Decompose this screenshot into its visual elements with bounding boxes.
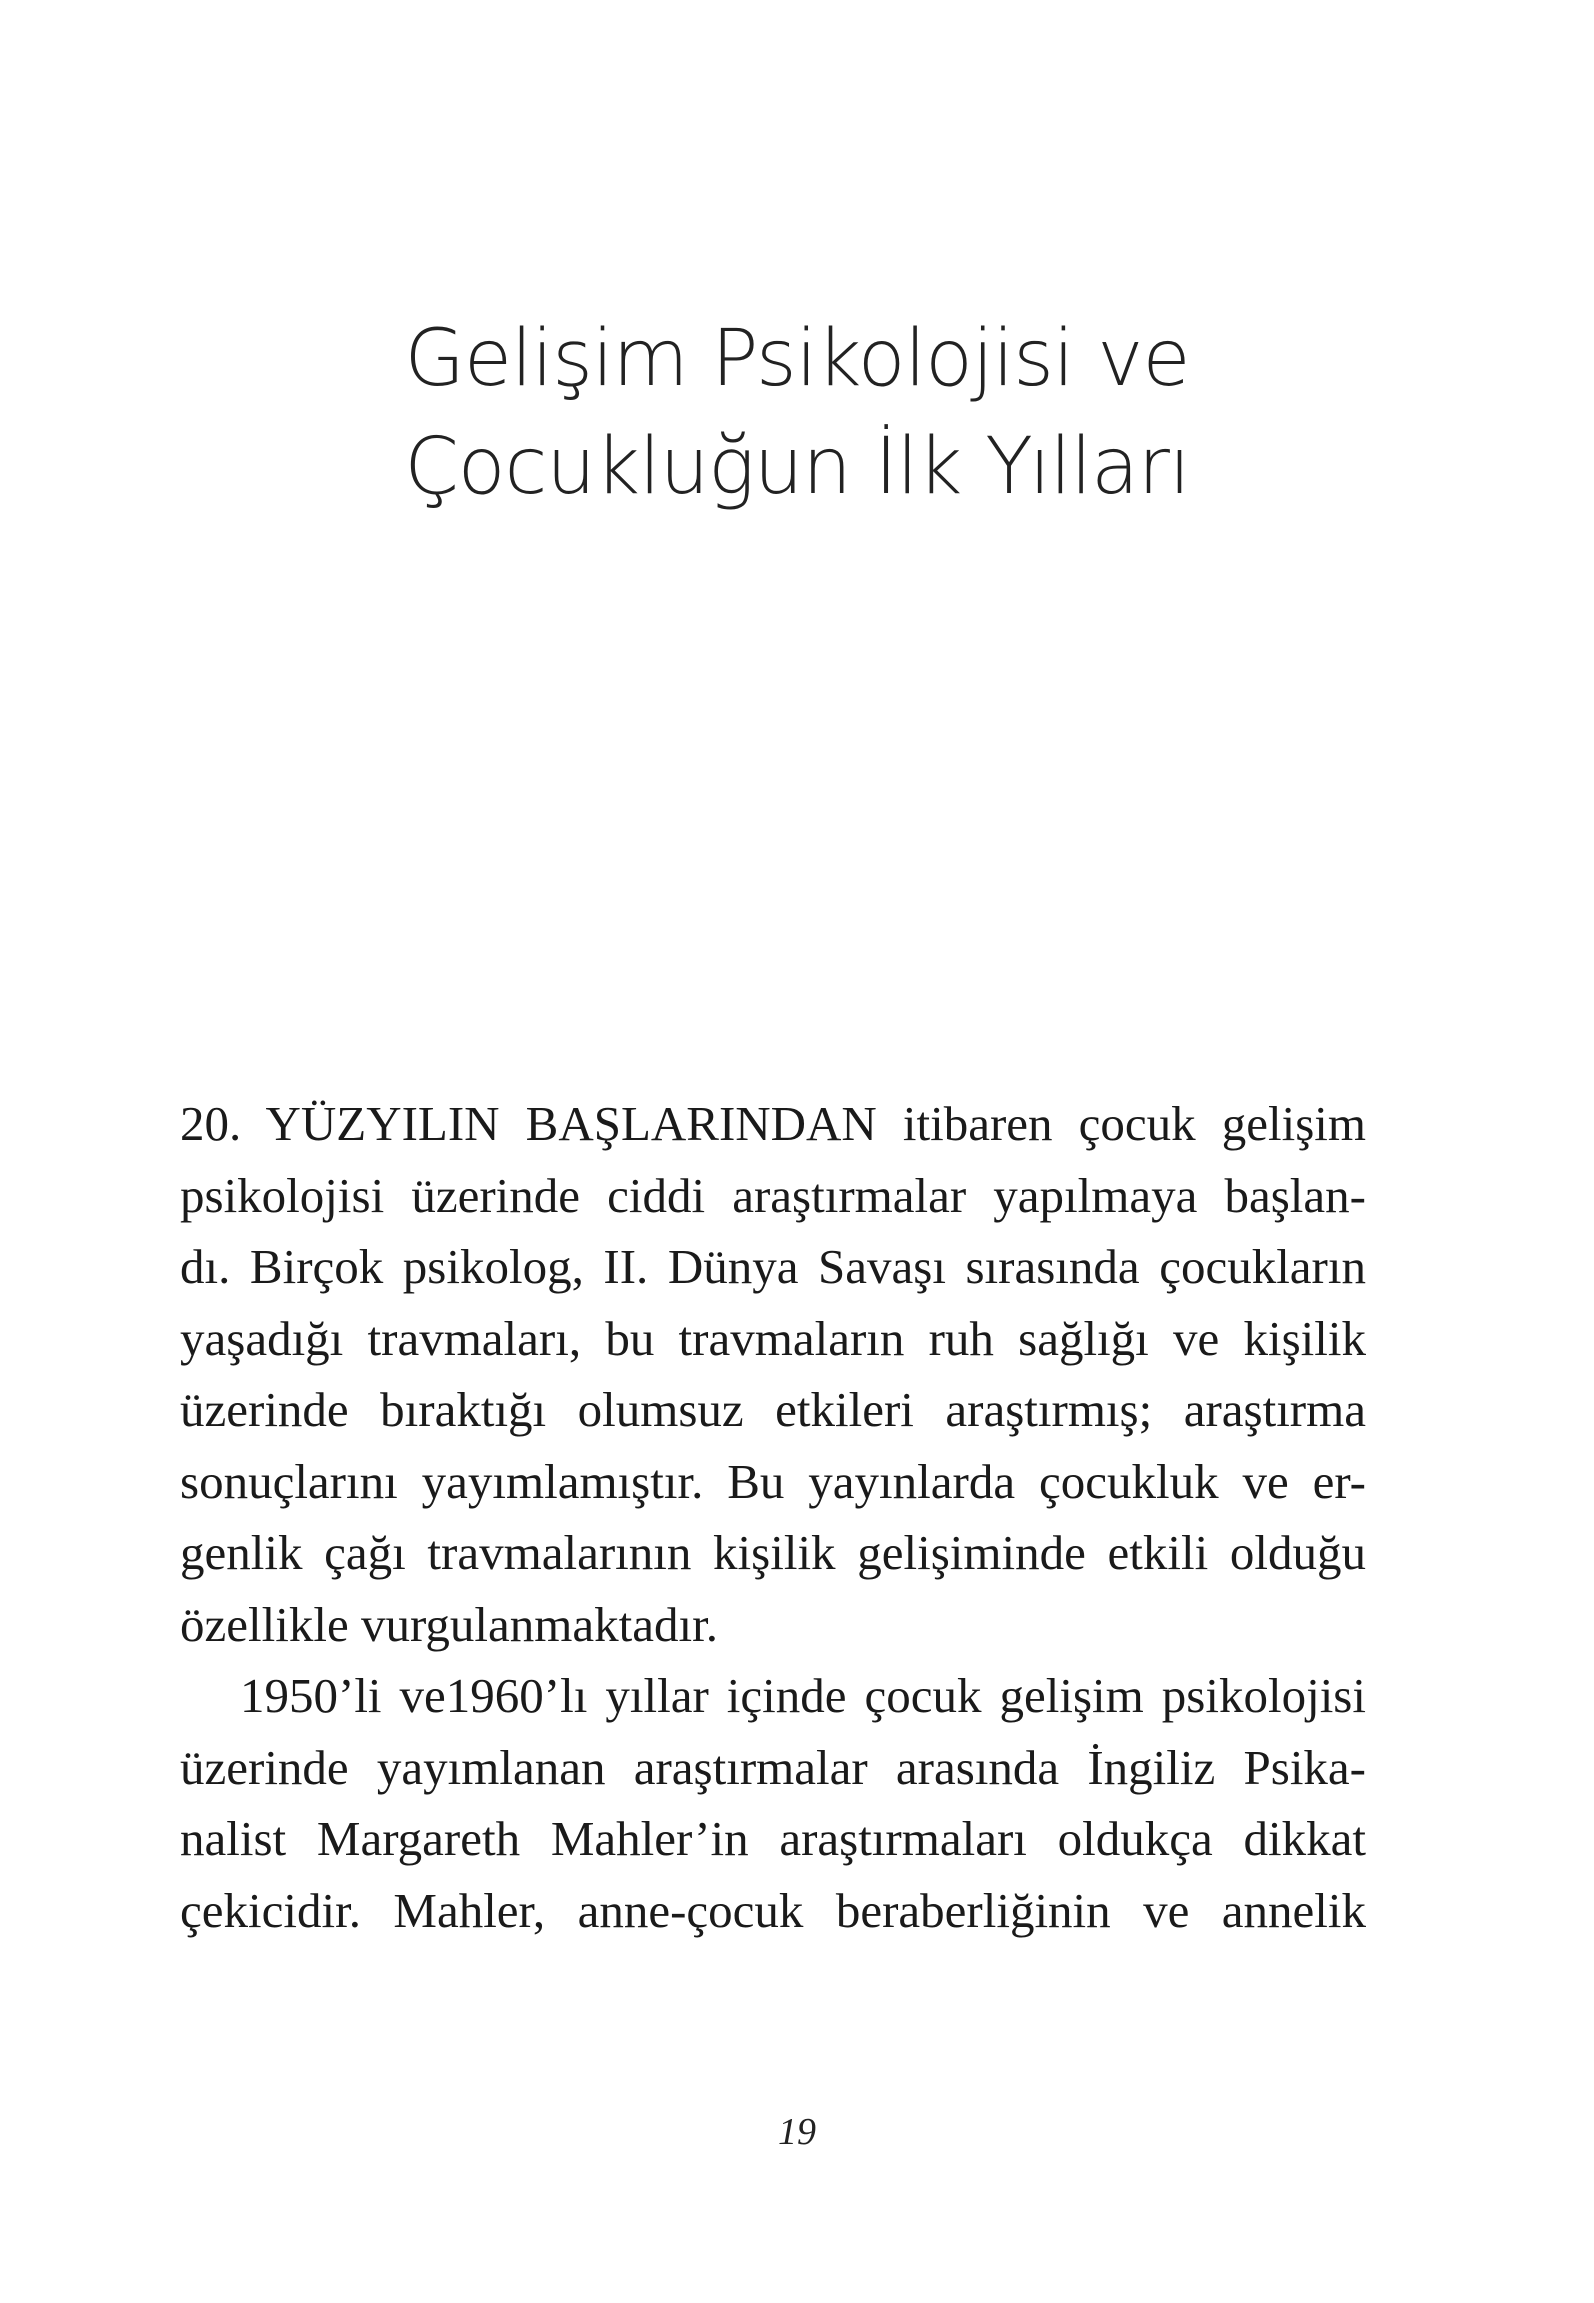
text-line: üzerinde bıraktığı olumsuz etkileri araştırmış; araştırma	[180, 1382, 1366, 1437]
chapter-title	[0, 305, 1594, 521]
text-line: çekicidir. Mahler, anne-çocuk beraberliğinin ve annelik	[180, 1882, 1366, 1938]
chapter-title-line-2: Çocukluğun İlk Yılları	[404, 422, 1190, 512]
text-line: nalist Margareth Mahler’in araştırmaları oldukça dikkat	[180, 1811, 1366, 1866]
text-line: 20. YÜZYILIN BAŞLARINDAN itibaren çocuk gelişim	[180, 1096, 1366, 1151]
text-line: üzerinde yayımlanan araştırmalar arasında İngiliz Psika-	[180, 1739, 1366, 1795]
paragraph-2	[180, 1660, 1366, 1946]
text-line: psikolojisi üzerinde ciddi araştırmalar yapılmaya başlan-	[180, 1167, 1366, 1223]
page-number: 19	[778, 2111, 816, 2153]
text-line: yaşadığı travmaları, bu travmaların ruh sağlığı ve kişilik	[180, 1310, 1366, 1366]
text-line: özellikle vurgulanmaktadır.	[180, 1596, 718, 1652]
text-line: 1950’li ve1960’lı yıllar içinde çocuk gelişim psikolojisi	[240, 1668, 1366, 1723]
text-line: dı. Birçok psikolog, II. Dünya Savaşı sırasında çocukların	[180, 1239, 1366, 1294]
paragraph-1	[180, 1088, 1366, 1660]
body-text	[180, 1088, 1366, 1946]
text-line: genlik çağı travmalarının kişilik gelişiminde etkili olduğu	[180, 1525, 1366, 1580]
chapter-title-line-1: Gelişim Psikolojisi ve	[404, 314, 1190, 404]
text-line: sonuçlarını yayımlamıştır. Bu yayınlarda çocukluk ve er-	[180, 1453, 1366, 1509]
